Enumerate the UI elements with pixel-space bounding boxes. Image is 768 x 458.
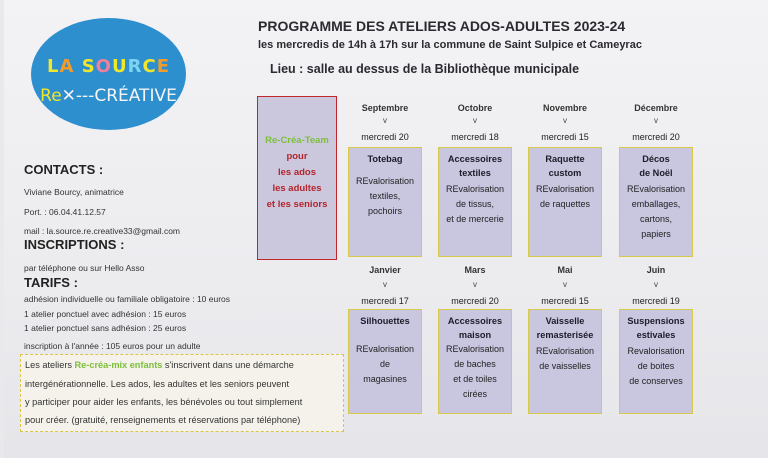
arrow-down-icon: v: [383, 116, 387, 125]
logo-la-source: [31, 18, 186, 130]
arrow-down-icon: v: [383, 280, 387, 289]
logo-tagline: Re✕---CRÉATIVE: [40, 86, 177, 106]
month-label: Octobre: [457, 103, 493, 113]
arrow-down-icon: v: [473, 280, 477, 289]
inscriptions-text: par téléphone ou sur Hello Asso: [24, 263, 145, 273]
scissors-icon: ✕---: [61, 86, 95, 106]
workshop-date: mercredi 20: [451, 296, 499, 306]
arrow-down-icon: v: [654, 280, 658, 289]
schedule-subtitle: les mercredis de 14h à 17h sur la commune de Saint Sulpice et Cameyrac: [258, 39, 642, 51]
contact-mail: mail : la.source.re.creative33@gmail.com: [24, 226, 181, 236]
inscriptions-heading: INSCRIPTIONS :: [24, 237, 125, 252]
workshop-card: Décos de Noël REvalorisation emballages, cartons, papiers: [619, 147, 693, 257]
flyer-sheet: [4, 0, 768, 458]
workshop-card: Suspensions estivales Revalorisation de boites de conserves: [619, 309, 693, 414]
workshop-date: mercredi 20: [632, 132, 680, 142]
workshop-card: Accessoires maison REvalorisation de baches et de toiles cirées: [438, 309, 512, 414]
tarif-line: 1 atelier ponctuel avec adhésion : 15 euros: [24, 309, 187, 319]
workshop-date: mercredi 15: [541, 132, 589, 142]
tarif-line: 1 atelier ponctuel sans adhésion : 25 euros: [24, 323, 187, 333]
intro-box: Re-Créa-Team pour les ados les adultes et les seniors: [257, 96, 337, 260]
workshop-date: mercredi 18: [451, 132, 499, 142]
tarif-line: adhésion individuelle ou familiale obligatoire : 10 euros: [24, 294, 231, 304]
workshop-date: mercredi 20: [361, 132, 409, 142]
month-label: Mai: [557, 265, 573, 275]
arrow-down-icon: v: [654, 116, 658, 125]
arrow-down-icon: v: [473, 116, 477, 125]
month-label: Janvier: [369, 265, 401, 275]
tarifs-heading: TARIFS :: [24, 275, 78, 290]
workshop-card: Accessoires textiles REvalorisation de tissus, et de mercerie: [438, 147, 512, 257]
page-title: PROGRAMME DES ATELIERS ADOS-ADULTES 2023-24: [258, 18, 626, 34]
arrow-down-icon: v: [563, 280, 567, 289]
workshop-card: Raquette custom REvalorisation de raquettes: [528, 147, 602, 257]
intergenerational-note: Les ateliers Re-créa-mix enfants s'inscrivent dans une démarche intergénérationnelle. Les ados, les adultes et les seniors peuvent y participer pour aider les enfants, les bénévoles ou tout simplement pour créer. (gratuité, renseignements et réservations par téléphone): [20, 354, 344, 432]
month-label: Décembre: [634, 103, 678, 113]
workshop-card: Vaisselle remasterisée REvalorisation de vaisselles: [528, 309, 602, 414]
month-label: Novembre: [542, 103, 587, 113]
workshop-card: Totebag REvalorisation textiles, pochoirs: [348, 147, 422, 257]
location: Lieu : salle au dessus de la Bibliothèque municipale: [270, 62, 580, 76]
contact-name: Viviane Bourcy, animatrice: [24, 187, 124, 197]
contact-phone: Port. : 06.04.41.12.57: [24, 207, 106, 217]
workshop-date: mercredi 15: [541, 296, 589, 306]
tarif-line: inscription à l'année : 105 euros pour un adulte: [24, 341, 201, 351]
logo-name: LA SOURCE: [47, 56, 170, 77]
contacts-heading: CONTACTS :: [24, 162, 104, 177]
workshop-date: mercredi 19: [632, 296, 680, 306]
month-label: Juin: [646, 265, 666, 275]
workshop-card: Silhouettes REvalorisation de magasines: [348, 309, 422, 414]
intro-brand: Re-Créa-Team: [265, 135, 329, 146]
month-label: Septembre: [361, 103, 409, 113]
arrow-down-icon: v: [563, 116, 567, 125]
month-label: Mars: [464, 265, 486, 275]
workshop-date: mercredi 17: [361, 296, 409, 306]
